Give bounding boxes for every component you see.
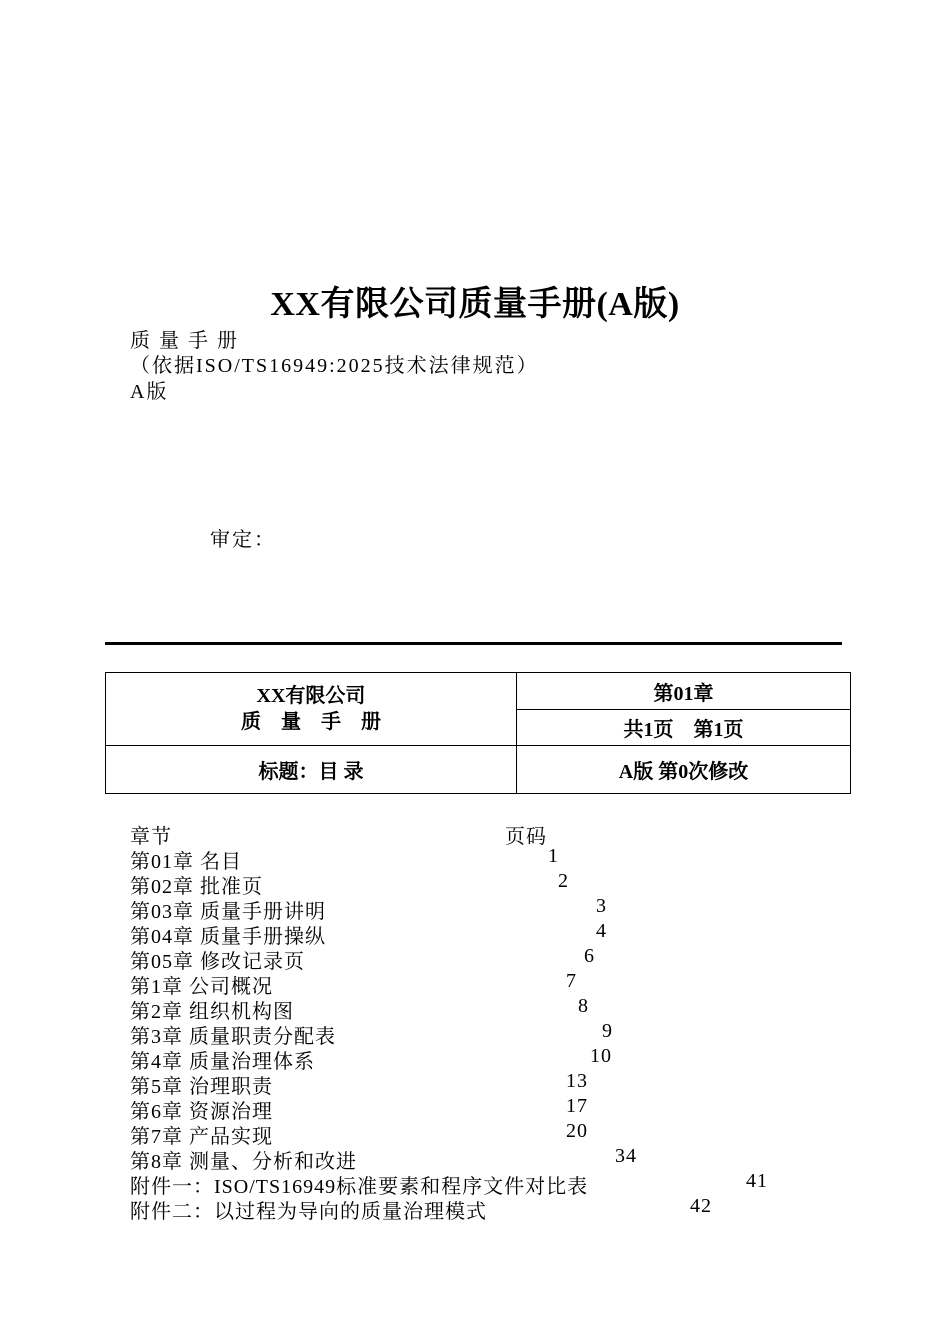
toc-entry-page: 6 [584,945,595,967]
toc-entry-label: 第03章 质量手册讲明 [130,901,326,923]
toc-column-section: 章节 [130,826,172,848]
toc-entry-page: 17 [566,1095,588,1117]
toc-entry-label: 第4章 质量治理体系 [130,1051,315,1073]
header-table [105,672,851,794]
cover-standard-basis: （依据ISO/TS16949:2025技术法律规范） [130,355,539,377]
toc-entry-label: 第02章 批准页 [130,876,263,898]
toc-entry-page: 9 [602,1020,613,1042]
toc-entry-page: 3 [596,895,607,917]
approval-label: 审定： [210,529,276,551]
chapter-cell: 第01章 [517,673,851,710]
toc-entry-page: 34 [615,1145,637,1167]
toc-entry-page: 42 [690,1195,712,1217]
toc-entry-label: 第7章 产品实现 [130,1126,273,1148]
horizontal-rule [105,642,842,645]
toc-entry-label: 第5章 治理职责 [130,1076,273,1098]
document-title: XX有限公司质量手册(A版) [270,286,680,323]
toc-entry-label: 附件二：以过程为导向的质量治理模式 [130,1201,487,1223]
toc-entry-page: 20 [566,1120,588,1142]
toc-entry-label: 第8章 测量、分析和改进 [130,1151,357,1173]
toc-entry-label: 第05章 修改记录页 [130,951,305,973]
company-name: XX有限公司 [256,685,366,707]
toc-entry-page: 10 [590,1045,612,1067]
toc-entry-label: 第1章 公司概况 [130,976,273,998]
toc-column-page: 页码 [505,826,547,848]
toc-entry-label: 第6章 资源治理 [130,1101,273,1123]
toc-entry-label: 附件一：ISO/TS16949标准要素和程序文件对比表 [130,1176,589,1198]
company-manual-cell [106,673,517,746]
toc-entry-page: 7 [566,970,577,992]
cover-edition: A版 [130,381,169,403]
title-label-cell: 标题：目 录 [106,746,517,794]
toc-entry-label: 第01章 名目 [130,851,242,873]
toc-entry-page: 13 [566,1070,588,1092]
cover-subtitle: 质 量 手 册 [130,330,239,352]
pages-cell: 共1页 第1页 [517,710,851,746]
toc-entry-page: 4 [596,920,607,942]
toc-entry-page: 41 [746,1170,768,1192]
revision-cell: A版 第0次修改 [517,746,851,794]
toc-entry-label: 第04章 质量手册操纵 [130,926,326,948]
toc-entry-page: 1 [548,845,559,867]
toc-entry-label: 第3章 质量职责分配表 [130,1026,336,1048]
toc-entry-page: 2 [558,870,569,892]
toc-entry-label: 第2章 组织机构图 [130,1001,294,1023]
toc-entry-page: 8 [578,995,589,1017]
manual-name: 质 量 手 册 [241,711,381,733]
